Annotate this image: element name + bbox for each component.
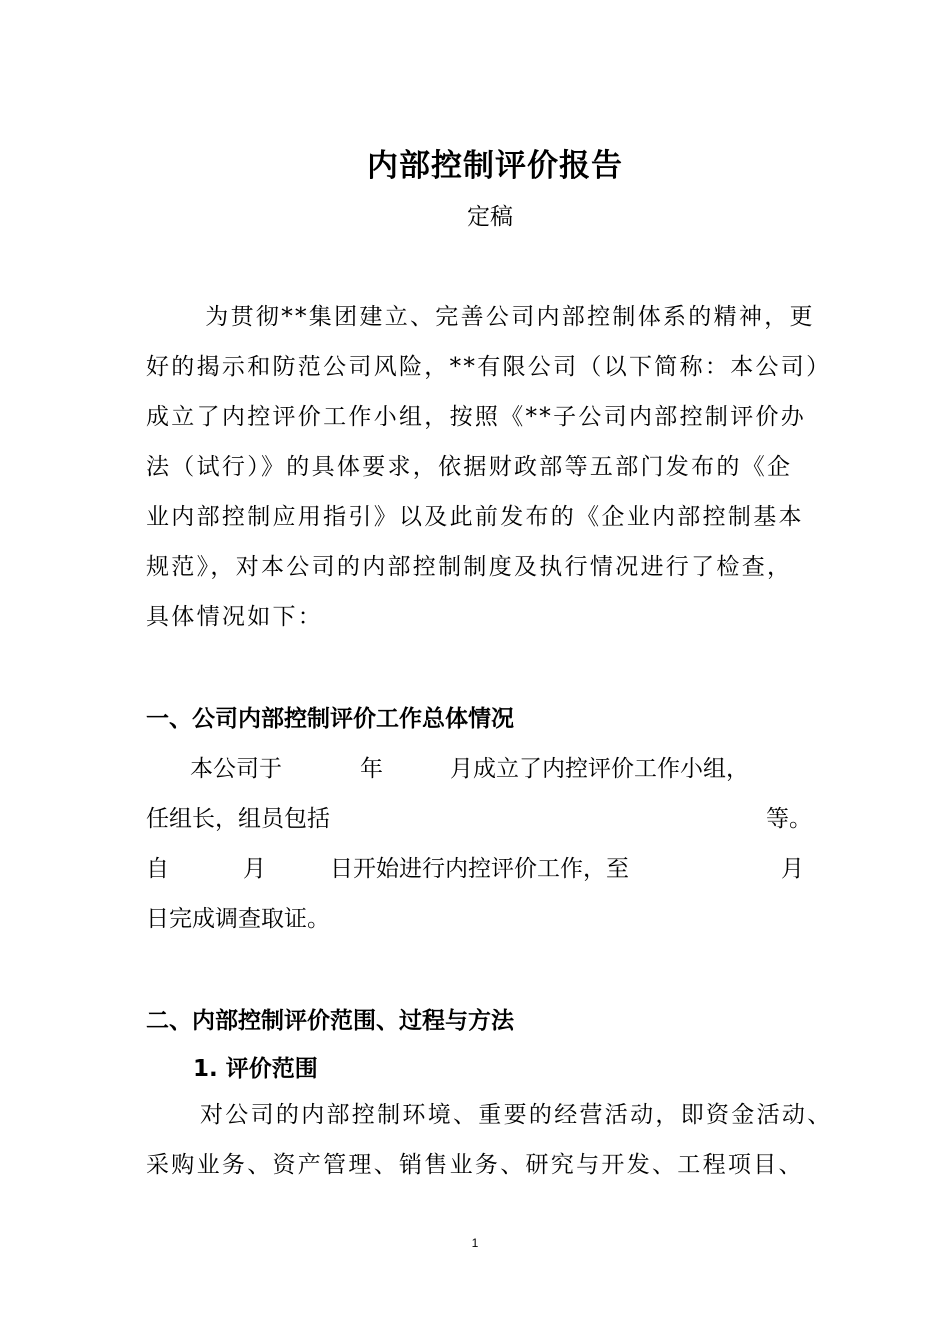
section1-text: 月成立了内控评价工作小组，	[450, 756, 749, 782]
section2-line: 对公司的内部控制环境、重要的经营活动，即资金活动、	[200, 1102, 833, 1128]
document-subtitle: 定稿	[467, 204, 513, 230]
intro-line: 具体情况如下：	[146, 604, 324, 630]
section2-subheading: 1. 评价范围	[193, 1056, 318, 1082]
section2-heading: 二、内部控制评价范围、过程与方法	[146, 1008, 514, 1034]
section2-line: 采购业务、资产管理、销售业务、研究与开发、工程项目、	[146, 1152, 804, 1178]
intro-line: 好的揭示和防范公司风险，**有限公司（以下简称：本公司）	[146, 354, 832, 380]
section1-text: 年	[360, 756, 383, 782]
section1-text: 自	[146, 856, 169, 882]
section1-text: 日完成调查取证。	[146, 906, 330, 932]
intro-line: 业内部控制应用指引》以及此前发布的《企业内部控制基本	[146, 504, 804, 530]
section1-text: 任组长，组员包括	[146, 806, 330, 832]
intro-line: 法（试行）》的具体要求，依据财政部等五部门发布的《企	[146, 454, 793, 480]
intro-line: 为贯彻**集团建立、完善公司内部控制体系的精神，更	[180, 304, 815, 330]
section1-heading: 一、公司内部控制评价工作总体情况	[146, 706, 514, 732]
section1-text: 日开始进行内控评价工作，至	[330, 856, 629, 882]
section1-text: 月	[781, 856, 804, 882]
document-title: 内部控制评价报告	[367, 148, 623, 184]
intro-paragraph	[146, 292, 832, 642]
section1-text: 本公司于	[190, 756, 282, 782]
section1-text: 等。	[766, 806, 812, 832]
intro-line: 规范》，对本公司的内部控制制度及执行情况进行了检查，	[146, 554, 793, 580]
page-number: 1	[471, 1236, 479, 1250]
intro-line: 成立了内控评价工作小组，按照《**子公司内部控制评价办	[146, 404, 807, 430]
section2-paragraph	[146, 1090, 833, 1190]
section1-text: 月	[243, 856, 266, 882]
